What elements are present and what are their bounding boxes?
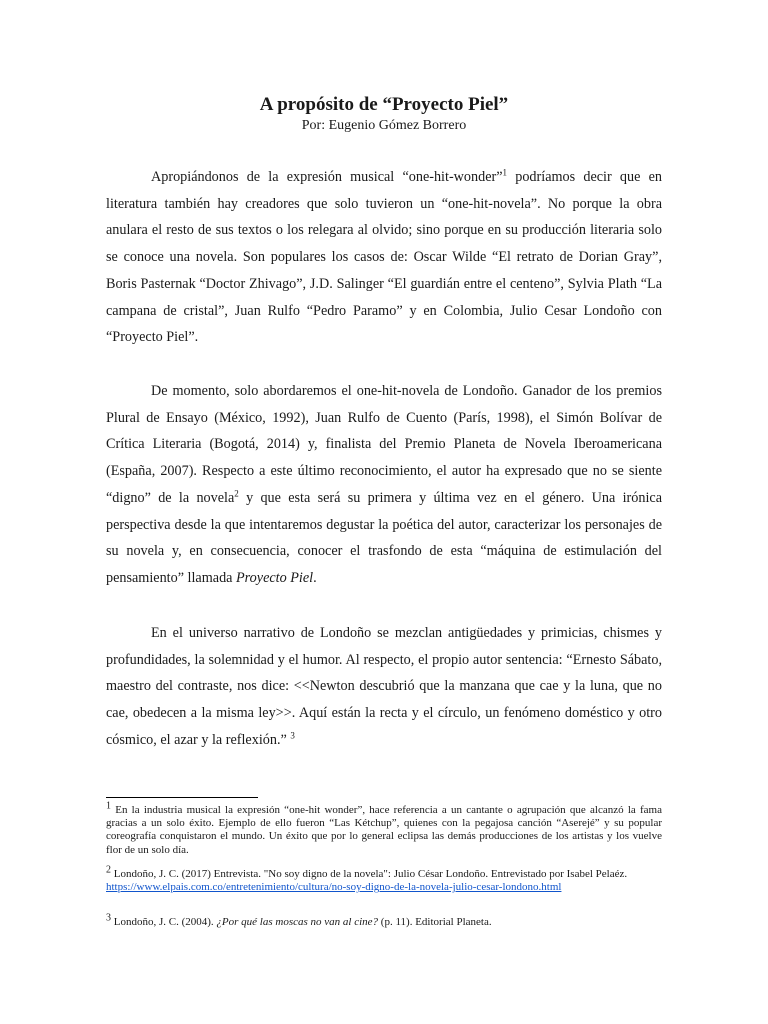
paragraph-1-text-b: podríamos decir que en literatura también hay creadores que solo tuvieron un “one-hit-novela”. No porque la obra anulara el resto de sus textos o los relegara al olvido; sino porque en su producción literaria solo se conoce una novela. Son populares los casos de: Oscar Wilde “El retrato de Dorian Gray”, Boris Pasternak “Doctor Zhivago”, J.D. Salinger “El guardián entre el centeno”, Sylvia Plath “La campana de cristal”, Juan Rulfo “Pedro Paramo” y en Colombia, Julio Cesar Londoño con “Proyecto Piel”. bbox=[106, 169, 663, 346]
footnote-3-italic-title: ¿Por qué las moscas no van al cine? bbox=[216, 916, 379, 928]
paragraph-3 bbox=[106, 620, 662, 754]
paragraph-2-text-b: y que esta será su primera y última vez en el género. Una irónica perspectiva desde la que intentaremos degustar la poética del autor, caracterizar los personajes de su novela y, en consecuencia, conocer el trasfondo de esta “máquina de estimulación del pensamiento” llamada bbox=[106, 489, 663, 586]
document-title: A propósito de “Proyecto Piel” bbox=[259, 94, 509, 115]
footnote-3-text-b: (p. 11). Editorial Planeta. bbox=[378, 916, 492, 928]
paragraph-2-text-a: De momento, solo abordaremos el one-hit-novela de Londoño. Ganador de los premios Plural de Ensayo (México, 1992), Juan Rulfo de Cuento (París, 1998), el Simón Bolívar de Crítica Literaria (Bogotá, 2014) y, finalista del Premio Planeta de Novela Iberoamericana (España, 2007). Respecto a este último reconocimiento, el autor ha expresado que no se siente “digno” de la novela bbox=[106, 383, 662, 506]
footnote-3-text-a: Londoño, J. C. (2004). bbox=[111, 916, 217, 928]
footnote-separator bbox=[106, 797, 258, 798]
footnote-1-number: 1 bbox=[106, 800, 111, 812]
footnote-ref-2[interactable]: 2 bbox=[234, 488, 239, 499]
paragraph-2 bbox=[106, 378, 662, 592]
footnote-2 bbox=[106, 864, 662, 894]
document-author: Por: Eugenio Gómez Borrero bbox=[301, 118, 467, 133]
paragraph-1 bbox=[106, 164, 662, 351]
footnote-2-number: 2 bbox=[106, 864, 111, 876]
footnote-1 bbox=[106, 800, 662, 857]
footnote-3 bbox=[106, 912, 662, 929]
paragraph-3-text-a: En el universo narrativo de Londoño se mezclan antigüedades y primicias, chismes y profundidades, la solemnidad y el humor. Al respecto, el propio autor sentencia: “Ernesto Sábato, maestro del contraste, nos dice: <<Newton descubrió que la manzana que cae y la luna, que no cae, obedecen a la misma ley>>. Aquí están la recta y el círculo, un fenómeno doméstico y otro cósmico, el azar y la reflexión.” bbox=[106, 625, 662, 748]
footnote-ref-3[interactable]: 3 bbox=[290, 730, 295, 741]
footnote-ref-1[interactable]: 1 bbox=[502, 167, 508, 178]
paragraph-2-italic-title: Proyecto Piel bbox=[236, 569, 314, 586]
footnote-1-text: En la industria musical la expresión “one-hit wonder”, hace referencia a un cantante o agrupación que alcanzó la fama gracias a un solo éxito. Ejemplo de ello fueron “Las Kétchup”, quienes con la pegajosa canción “Aserejé” y su popular coreografía conquistaron el mundo. Un éxito que por lo general eclipsa las demás producciones de los artistas y los vuelve flor de un solo día. bbox=[106, 804, 662, 856]
footnote-2-link[interactable]: https://www.elpais.com.co/entretenimiento/cultura/no-soy-digno-de-la-novela-julio-cesar-londono.html bbox=[106, 881, 562, 894]
footnote-2-text: Londoño, J. C. (2017) Entrevista. "No soy digno de la novela": Julio César Londoño. Entrevistado por Isabel Pelaéz. bbox=[111, 868, 628, 880]
paragraph-2-text-c: . bbox=[313, 569, 317, 586]
paragraph-1-text-a: Apropiándonos de la expresión musical “one-hit-wonder” bbox=[151, 169, 503, 185]
footnote-3-number: 3 bbox=[106, 912, 111, 924]
